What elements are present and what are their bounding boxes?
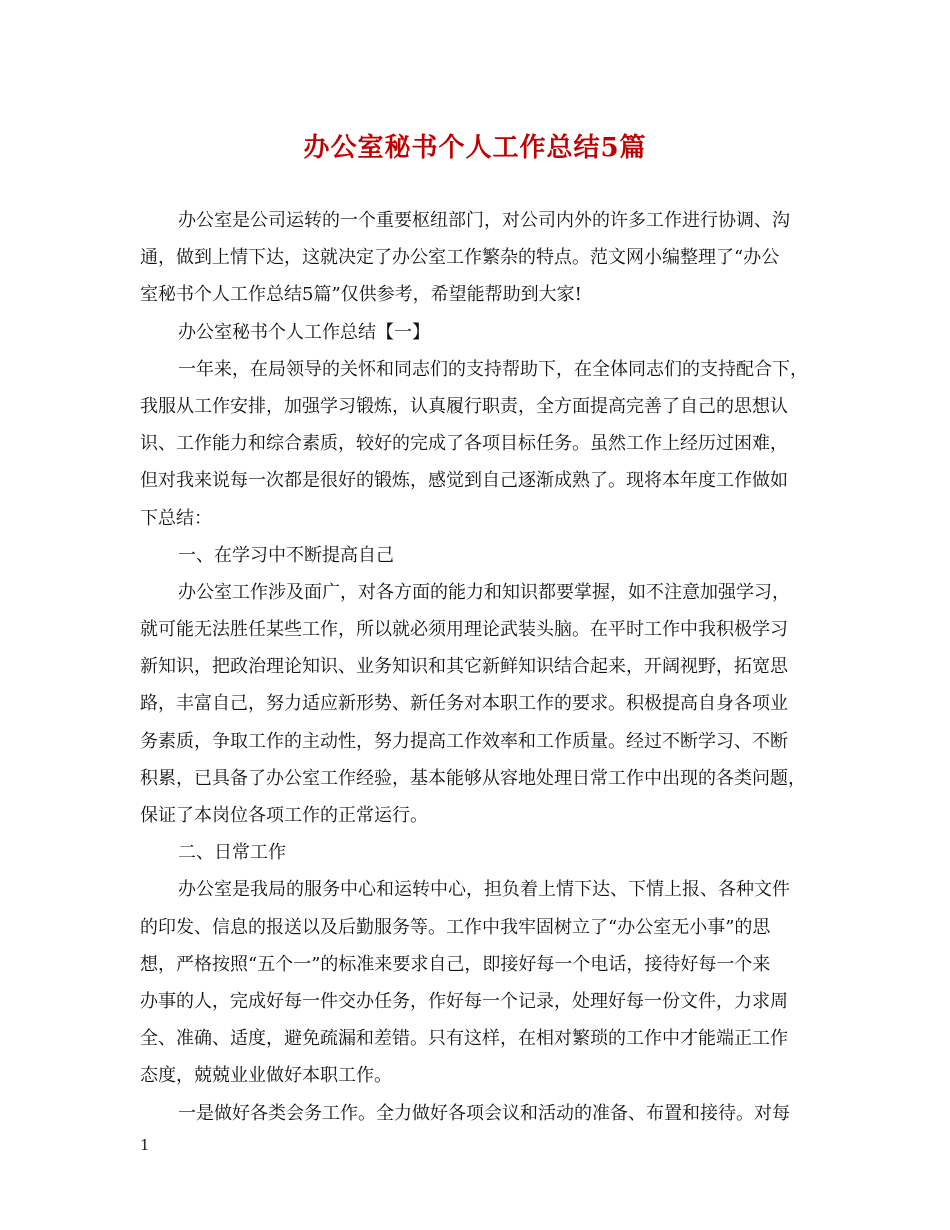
paragraph-line: 的印发、信息的报送以及后勤服务等。工作中我牢固树立了“办公室无小事”的思 bbox=[140, 916, 771, 938]
paragraph-line: 保证了本岗位各项工作的正常运行。 bbox=[140, 805, 428, 826]
paragraph-line: 务素质，争取工作的主动性，努力提高工作效率和工作质量。经过不断学习、不断 bbox=[140, 730, 788, 752]
paragraph-line: 态度，兢兢业业做好本职工作。 bbox=[140, 1065, 392, 1087]
paragraph-line: 办公室是我局的服务中心和运转中心，担负着上情下达、下情上报、各种文件 bbox=[178, 879, 790, 901]
paragraph-line: 识、工作能力和综合素质，较好的完成了各项目标任务。虽然工作上经历过困难， bbox=[140, 433, 788, 455]
paragraph-line: 但对我来说每一次都是很好的锻炼，感觉到自己逐渐成熟了。现将本年度工作做如 bbox=[140, 470, 788, 492]
paragraph-line: 积累，已具备了办公室工作经验，基本能够从容地处理日常工作中出现的各类问题， bbox=[140, 767, 806, 789]
paragraph-line: 想，严格按照“五个一”的标准来要求自己，即接好每一个电话，接待好每一个来 bbox=[140, 953, 771, 975]
paragraph-line: 一、在学习中不断提高自己 bbox=[178, 544, 394, 566]
paragraph-line: 我服从工作安排，加强学习锻炼，认真履行职责，全方面提高完善了自己的思想认 bbox=[140, 395, 788, 417]
document-body bbox=[140, 202, 812, 1132]
paragraph-line: 办公室是公司运转的一个重要枢纽部门，对公司内外的许多工作进行协调、沟 bbox=[178, 210, 790, 231]
paragraph-line: 就可能无法胜任某些工作，所以就必须用理论武装头脑。在平时工作中我积极学习 bbox=[140, 619, 788, 641]
paragraph-line: 一是做好各类会务工作。全力做好各项会议和活动的准备、布置和接待。对每 bbox=[178, 1102, 790, 1124]
paragraph-line: 一年来，在局领导的关怀和同志们的支持帮助下，在全体同志们的支持配合下， bbox=[178, 358, 808, 380]
paragraph-line: 办事的人，完成好每一件交办任务，作好每一个记录，处理好每一份文件，力求周 bbox=[140, 990, 788, 1012]
paragraph-line: 室秘书个人工作总结5篇”仅供参考，希望能帮助到大家! bbox=[140, 284, 582, 306]
paragraph-line: 路，丰富自己，努力适应新形势、新任务对本职工作的要求。积极提高自身各项业 bbox=[140, 693, 788, 715]
paragraph-line: 二、日常工作 bbox=[178, 842, 286, 864]
paragraph-line: 办公室秘书个人工作总结【一】 bbox=[178, 321, 430, 343]
paragraph-line: 下总结： bbox=[140, 507, 212, 529]
paragraph-line: 全、准确、适度，避免疏漏和差错。只有这样，在相对繁琐的工作中才能端正工作 bbox=[140, 1028, 788, 1050]
page-number: 1 bbox=[140, 1136, 150, 1154]
document-title: 办公室秘书个人工作总结5篇 bbox=[303, 133, 647, 163]
paragraph-line: 办公室工作涉及面广，对各方面的能力和知识都要掌握，如不注意加强学习， bbox=[178, 581, 790, 603]
paragraph-line: 通，做到上情下达，这就决定了办公室工作繁杂的特点。范文网小编整理了“办公 bbox=[140, 247, 780, 269]
paragraph-line: 新知识，把政治理论知识、业务知识和其它新鲜知识结合起来，开阔视野，拓宽思 bbox=[140, 656, 788, 678]
